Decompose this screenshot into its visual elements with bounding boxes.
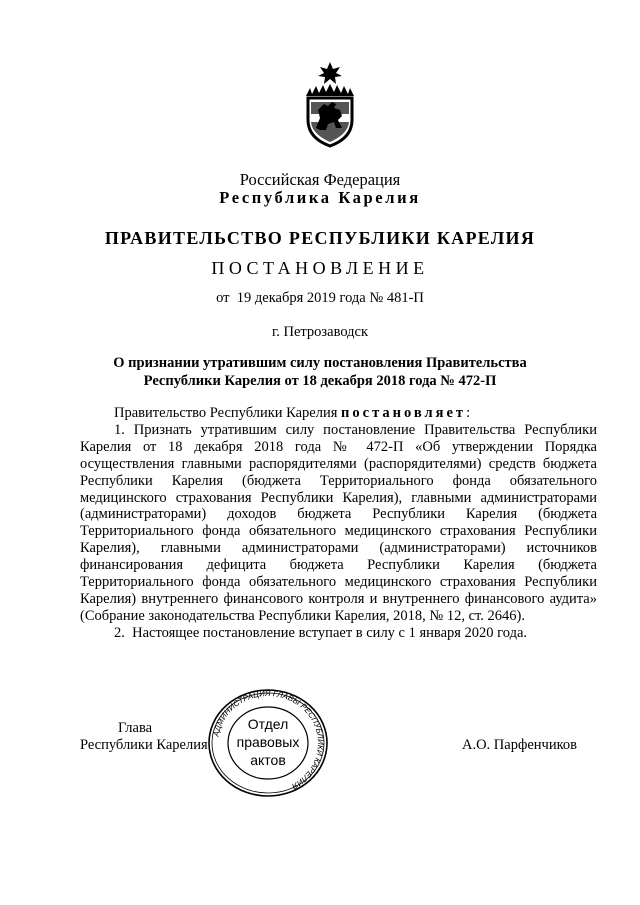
title-line-1: О признании утратившим силу постановления Правительства	[113, 355, 527, 371]
document-title	[80, 354, 560, 390]
stamp-ring-text: АДМИНИСТРАЦИЯ ГЛАВЫ РЕСПУБЛИКИ КАРЕЛИЯ	[211, 688, 326, 791]
stamp-line-2: правовых	[236, 734, 300, 750]
title-line-2: Республики Карелия от 18 декабря 2018 года № 472-П	[143, 373, 497, 389]
document-date-number: от 19 декабря 2019 года № 481-П	[216, 290, 424, 306]
signatory-title	[80, 720, 208, 754]
preamble	[80, 405, 597, 422]
document-body	[80, 405, 597, 642]
stamp-line-3: актов	[250, 752, 286, 768]
preamble-text: Правительство Республики Карелия	[114, 405, 342, 421]
signatory-title-line-2: Республики Карелия	[80, 737, 208, 753]
republic-name: Республика Карелия	[219, 188, 421, 207]
country-name: Российская Федерация	[239, 170, 401, 189]
paragraph-item-2: 2. Настоящее постановление вступает в силу с 1 января 2020 года.	[114, 624, 528, 641]
coat-of-arms-icon	[298, 62, 362, 148]
government-name: ПРАВИТЕЛЬСТВО РЕСПУБЛИКИ КАРЕЛИЯ	[104, 228, 536, 248]
signatory-title-line-1: Глава	[118, 720, 153, 736]
signatory-name: А.О. Парфенчиков	[461, 737, 577, 753]
preamble-colon: :	[466, 405, 471, 421]
stamp-line-1: Отдел	[247, 716, 289, 732]
document-city: г. Петрозаводск	[271, 324, 369, 340]
paragraph-item-1: 1. Признать утратившим силу постановление Правительства Республики Карелия от 18 декабря 2018 года № 472-П «Об утверждении Порядка осуществления главными распорядителями (распорядителями) средств бюджета Республики Карелия (бюджета Территориального фонда обязательного медицинского страхования Республики Карелия), главными администраторами (администраторами) доходов бюджета Республики Карелия (бюджета Территориального фонда обязательного медицинского страхования Республики Карелия), главными администраторами (администраторами) источников финансирования дефицита бюджета Республики Карелия (бюджета Территориального фонда обязательного медицинского страхования Республики Карелия) внутреннего финансового контроля и внутреннего финансового аудита» (Собрание законодательства Республики Карелия, 2018, № 12, ст. 2646).	[80, 421, 597, 624]
preamble-verb: постановляет	[341, 405, 467, 421]
document-type: ПОСТАНОВЛЕНИЕ	[211, 258, 429, 278]
official-stamp	[206, 687, 330, 799]
